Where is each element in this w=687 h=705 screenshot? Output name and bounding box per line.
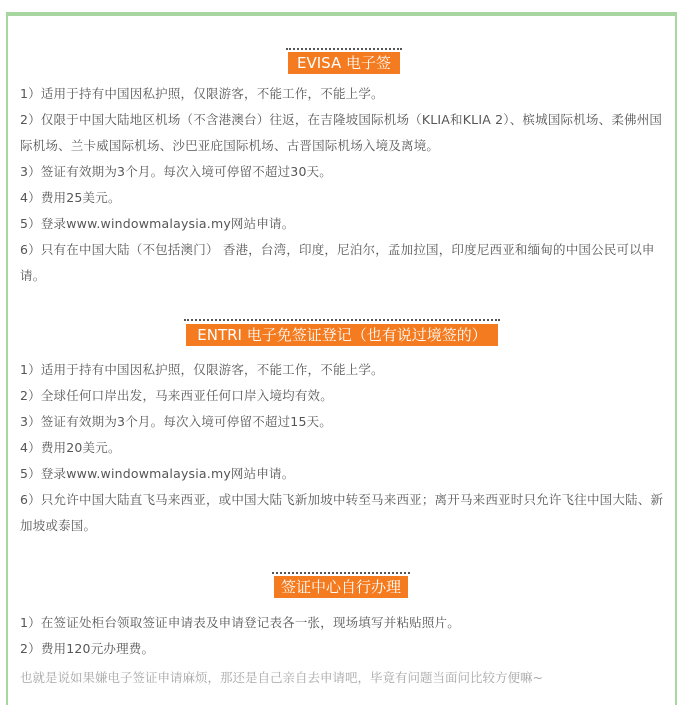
- list-item: 6）只有在中国大陆（不包括澳门） 香港，台湾，印度，尼泊尔，孟加拉国，印度尼西亚和缅甸的中国公民可以申请。: [20, 242, 655, 283]
- list-item: 1）适用于持有中国因私护照，仅限游客，不能工作，不能上学。: [20, 362, 384, 377]
- visa-center-list: [20, 610, 670, 662]
- closing-note: 也就是说如果嫌电子签证申请麻烦，那还是自己亲自去申请吧，毕竟有问题当面问比较方便嘛~: [20, 670, 543, 685]
- entri-list: [20, 357, 670, 539]
- list-item: 1）在签证处柜台领取签证申请表及申请登记表各一张，现场填写并粘贴照片。: [20, 615, 460, 630]
- list-item: 5）登录www.windowmalaysia.my网站申请。: [20, 466, 295, 481]
- list-item: 5）登录www.windowmalaysia.my网站申请。: [20, 216, 295, 231]
- list-item: 1）适用于持有中国因私护照，仅限游客，不能工作，不能上学。: [20, 86, 384, 101]
- list-item: 4）费用20美元。: [20, 440, 121, 455]
- section-heading-visa-center: 签证中心自行办理: [274, 576, 408, 598]
- section-heading-entri: ENTRI 电子免签证登记（也有说过境签的）: [186, 324, 498, 346]
- article-frame: [6, 12, 677, 705]
- section-divider: [184, 319, 500, 321]
- list-item: 2）仅限于中国大陆地区机场（不含港澳台）往返，在吉隆坡国际机场（KLIA和KLIA 2）、槟城国际机场、柔佛州国际机场、兰卡威国际机场、沙巴亚庇国际机场、古晋国际机场入境及离境。: [20, 112, 663, 153]
- section-divider: [272, 572, 410, 574]
- list-item: 3）签证有效期为3个月。每次入境可停留不超过30天。: [20, 164, 333, 179]
- list-item: 4）费用25美元。: [20, 190, 121, 205]
- section-heading-evisa: EVISA 电子签: [288, 52, 400, 74]
- evisa-list: [20, 81, 670, 289]
- list-item: 2）费用120元办理费。: [20, 641, 155, 656]
- list-item: 2）全球任何口岸出发，马来西亚任何口岸入境均有效。: [20, 388, 333, 403]
- section-divider: [286, 48, 402, 50]
- list-item: 6）只允许中国大陆直飞马来西亚，或中国大陆飞新加坡中转至马来西亚；离开马来西亚时只允许飞往中国大陆、新加坡或泰国。: [20, 492, 664, 533]
- list-item: 3）签证有效期为3个月。每次入境可停留不超过15天。: [20, 414, 333, 429]
